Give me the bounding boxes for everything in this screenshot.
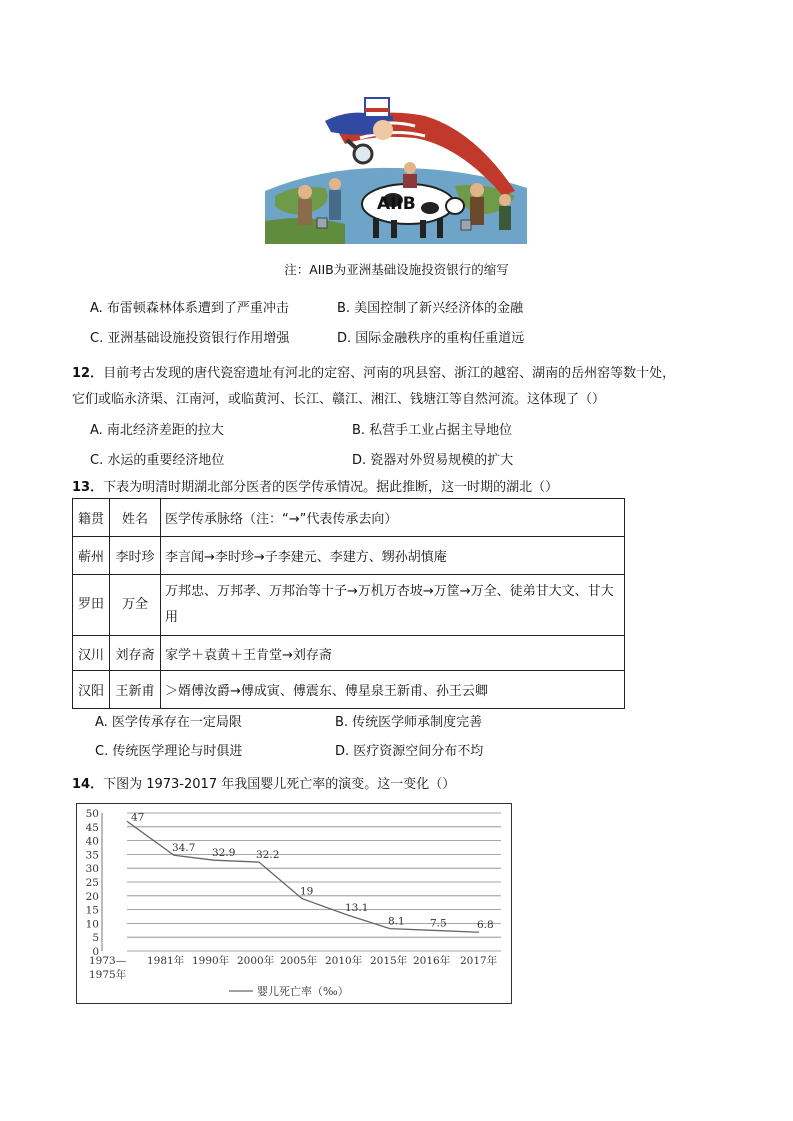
- q12-number: 12．: [72, 366, 104, 381]
- data-label: 19: [300, 885, 314, 898]
- chart-canvas: [77, 804, 511, 1003]
- table-cell: ＞婿傅汝爵→傅成寅、傅震东、傅星泉王新甫、孙王云卿: [161, 671, 625, 709]
- q13-option-a[interactable]: A. 医学传承存在一定局限: [95, 715, 242, 730]
- table-header-cell: 医学传承脉络（注：“→”代表传承去向）: [161, 499, 625, 537]
- q12-option-c[interactable]: C. 水运的重要经济地位: [90, 453, 225, 468]
- x-tick-label: 2010年: [325, 955, 363, 967]
- q13-option-b[interactable]: B. 传统医学师承制度完善: [335, 715, 483, 730]
- y-tick-label: 0: [92, 946, 99, 958]
- x-tick-label: 2017年: [460, 955, 498, 967]
- q12-option-b[interactable]: B. 私营手工业占据主导地位: [352, 423, 513, 438]
- y-tick-label: 50: [85, 808, 99, 820]
- x-tick-label: 1975年: [89, 969, 127, 981]
- x-tick-label: 2000年: [237, 955, 275, 967]
- infant-mortality-chart: [76, 803, 512, 1004]
- data-label: 32.9: [212, 847, 236, 860]
- q13-option-c[interactable]: C. 传统医学理论与时俱进: [95, 744, 243, 759]
- x-tick-label: 2005年: [280, 955, 318, 967]
- legend-label: 婴儿死亡率（‰）: [257, 985, 349, 998]
- q12-stem-line2: 它们或临永济渠、江南河，或临黄河、长江、赣江、湘江、钱塘江等自然河流。这体现了（）: [72, 392, 606, 407]
- table-cell: 家学＋袁黄＋王肯堂→刘存斋: [161, 636, 625, 671]
- table-header-cell: 籍贯: [73, 499, 110, 537]
- y-tick-label: 10: [85, 918, 99, 931]
- data-label: 7.5: [430, 917, 447, 930]
- data-label: 6.8: [477, 919, 494, 932]
- table-header-row: [73, 499, 625, 537]
- table-cell: 万邦忠、万邦孝、万邦治等十子→万机万杏坡→万筐→万全、徒弟甘大文、甘大用: [161, 575, 625, 636]
- q13-option-d[interactable]: D. 医疗资源空间分布不均: [335, 744, 484, 759]
- q11-option-b[interactable]: B. 美国控制了新兴经济体的金融: [337, 301, 524, 316]
- data-label: 8.1: [388, 915, 405, 928]
- q12-text-line1: 目前考古发现的唐代瓷窑遗址有河北的定窑、河南的巩县窑、浙江的越窑、湖南的岳州窑等数十处，: [103, 366, 676, 381]
- q11-option-c[interactable]: C. 亚洲基础设施投资银行作用增强: [90, 331, 290, 346]
- q12-stem-line1: [72, 362, 675, 381]
- y-tick-label: 25: [85, 877, 99, 889]
- x-tick-label: 1981年: [147, 955, 185, 967]
- q13-stem: [72, 476, 558, 495]
- q14-stem: [72, 773, 455, 792]
- table-row: [73, 636, 625, 671]
- y-tick-label: 45: [85, 821, 99, 834]
- table-cell: 蕲州: [73, 537, 110, 575]
- q13-text: 下表为明清时期湖北部分医者的医学传承情况。据此推断，这一时期的湖北（）: [103, 480, 559, 495]
- y-tick-label: 5: [92, 932, 99, 945]
- table-cell: 刘存斋: [110, 636, 161, 671]
- table-cell: 王新甫: [110, 671, 161, 709]
- table-row: [73, 537, 625, 575]
- x-tick-label: 2016年: [413, 955, 451, 967]
- data-label: 32.2: [256, 849, 280, 862]
- data-label: 34.7: [172, 842, 196, 855]
- table-cell: 万全: [110, 575, 161, 636]
- table-cell: 罗田: [73, 575, 110, 636]
- data-label: 47: [131, 811, 145, 824]
- cartoon-note: 注：AIIB为亚洲基础设施投资银行的缩写: [284, 262, 509, 277]
- table-cell: 汉川: [73, 636, 110, 671]
- aiib-cartoon: [265, 96, 527, 244]
- data-label: 13.1: [345, 901, 369, 914]
- y-tick-label: 40: [85, 835, 99, 848]
- table-row: [73, 671, 625, 709]
- series-line: [127, 821, 479, 932]
- medical-lineage-table: [72, 498, 625, 709]
- table-cell: 李时珍: [110, 537, 161, 575]
- q11-option-d[interactable]: D. 国际金融秩序的重构任重道远: [337, 331, 525, 346]
- table-row: [73, 575, 625, 636]
- y-tick-label: 15: [85, 904, 99, 917]
- q14-number: 14．: [72, 777, 104, 792]
- table-cell: 汉阳: [73, 671, 110, 709]
- y-tick-label: 35: [85, 849, 99, 862]
- aiib-label: AIIB: [377, 194, 416, 214]
- x-tick-label: 1973—: [89, 955, 127, 967]
- table-header-cell: 姓名: [110, 499, 161, 537]
- y-tick-label: 20: [85, 890, 99, 903]
- x-tick-label: 2015年: [370, 955, 408, 967]
- x-tick-label: 1990年: [192, 955, 230, 967]
- q13-number: 13．: [72, 480, 104, 495]
- q14-text: 下图为 1973-2017 年我国婴儿死亡率的演变。这一变化（）: [103, 777, 456, 792]
- q12-option-d[interactable]: D. 瓷器对外贸易规模的扩大: [352, 453, 514, 468]
- q12-option-a[interactable]: A. 南北经济差距的拉大: [90, 423, 224, 438]
- table-cell: 李言闻→李时珍→子李建元、李建方、甥孙胡慎庵: [161, 537, 625, 575]
- y-tick-label: 30: [85, 863, 99, 876]
- q11-option-a[interactable]: A. 布雷顿森林体系遭到了严重冲击: [90, 301, 289, 316]
